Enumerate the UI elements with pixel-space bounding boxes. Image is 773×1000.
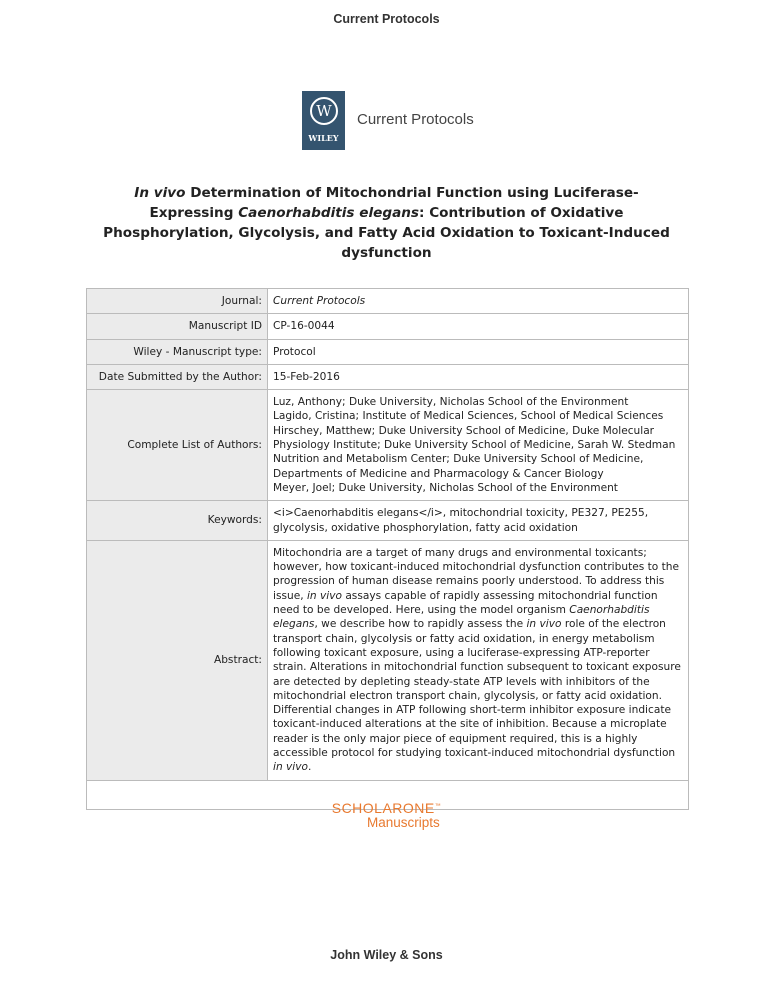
scholarone-logo: [0, 800, 773, 816]
wiley-logo: [302, 91, 345, 150]
table-row: [87, 540, 689, 780]
table-row: [87, 501, 689, 541]
manuscript-title: [100, 183, 673, 263]
italic-text: Caenorhabditis elegans: [273, 604, 650, 631]
author-entry: Hirschey, Matthew; Duke University School of Medicine, Duke Molecular Physiology Institute; Duke University School of Medicine, Sarah W. Stedman Nutrition and Metabolism Center; Duke University School of Medicine, Departments of Medicine and Pharmacology & Cancer Biology: [273, 424, 676, 480]
authors-value: [268, 390, 689, 501]
author-entry: Lagido, Cristina; Institute of Medical Sciences, School of Medical Sciences: [273, 410, 664, 423]
manuscript-id-value: CP-16-0044: [268, 314, 689, 339]
journal-value: Current Protocols: [268, 289, 689, 314]
manuscript-info-table: [86, 288, 689, 810]
row-label: Wiley - Manuscript type:: [87, 339, 268, 364]
scholarone-manuscripts-text: Manuscripts: [367, 815, 440, 830]
table-row: [87, 289, 689, 314]
wiley-mark-icon: W: [310, 97, 338, 125]
text-segment: Determination of Mitochondrial Function using Luciferase-Expressing: [149, 185, 639, 221]
italic-text: in vivo: [526, 618, 562, 631]
text-segment: : Contribution of Oxidative Phosphorylation, Glycolysis, and Fatty Acid Oxidation to Toxicant-Induced dysfunction: [103, 205, 670, 261]
table-row: [87, 390, 689, 501]
text-segment: Mitochondria are a target of many drugs and environmental toxicants; however, how toxicant-induced mitochondrial dysfunction contributes to the progression of human disease remains poorly understood. To address this issue,: [273, 546, 680, 602]
row-label: Journal:: [87, 289, 268, 314]
manuscript-type-value: Protocol: [268, 339, 689, 364]
author-entry: Meyer, Joel; Duke University, Nicholas School of the Environment: [273, 481, 618, 494]
italic-text: In vivo: [134, 185, 186, 201]
text-segment: .: [308, 761, 312, 774]
italic-text: Caenorhabditis elegans: [238, 205, 420, 221]
journal-logo-text: Current Protocols: [357, 111, 474, 128]
row-label: Date Submitted by the Author:: [87, 364, 268, 389]
text-segment: , we describe how to rapidly assess the: [314, 618, 527, 631]
row-label: Complete List of Authors:: [87, 390, 268, 501]
scholarone-logo-text: SCHOLARONE: [331, 800, 435, 816]
abstract-value: [268, 540, 689, 780]
row-label: Manuscript ID: [87, 314, 268, 339]
running-header: Current Protocols: [333, 12, 440, 26]
row-label: Abstract:: [87, 540, 268, 780]
table-row: [87, 339, 689, 364]
row-label: Keywords:: [87, 501, 268, 541]
running-footer: John Wiley & Sons: [330, 948, 443, 962]
wiley-brand: WILEY: [308, 133, 339, 143]
date-submitted-value: 15-Feb-2016: [268, 364, 689, 389]
table-row: [87, 364, 689, 389]
keywords-value: <i>Caenorhabditis elegans</i>, mitochondrial toxicity, PE327, PE255, glycolysis, oxidative phosphorylation, fatty acid oxidation: [268, 501, 689, 541]
table-row: [87, 314, 689, 339]
text-segment: assays capable of rapidly assessing mitochondrial function need to be developed. Here, using the model organism: [273, 589, 658, 617]
italic-text: in vivo: [306, 589, 342, 602]
italic-text: in vivo: [273, 761, 308, 774]
trademark-symbol: ™: [434, 803, 442, 810]
text-segment: role of the electron transport chain, glycolysis or fatty acid oxidation, in energy metabolism following toxicant exposure, using a luciferase-expressing ATP-reporter strain. Alterations in mitochondrial function subsequent to toxicant exposure are detected by depleting steady-state ATP levels with inhibitors of the mitochondrial electron transport chain, glycolysis, or fatty acid oxidation. Differential changes in ATP following short-term inhibitor exposure indicate toxicant-induced alterations at the site of inhibition. Because a microplate reader is the only major piece of equipment required, this is a highly accessible protocol for studying toxicant-induced mitochondrial dysfunction: [273, 618, 681, 760]
author-entry: Luz, Anthony; Duke University, Nicholas School of the Environment: [273, 396, 629, 409]
